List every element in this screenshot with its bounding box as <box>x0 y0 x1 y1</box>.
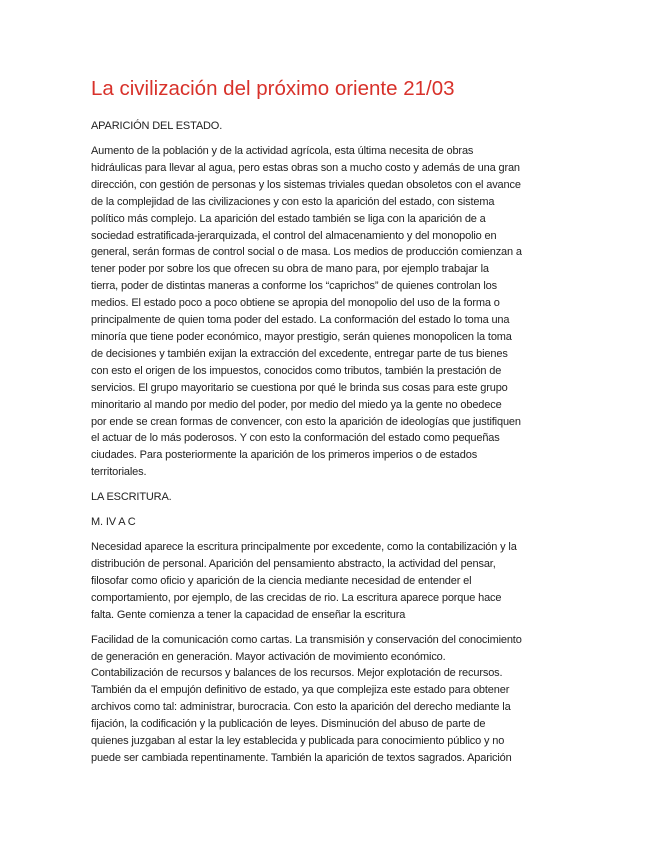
text-line: de la complejidad de las civilizaciones y con esto la aparición del estado, con sistema <box>91 195 495 208</box>
text-line: archivos como tal: administrar, burocracia. Con esto la aparición del derecho mediante la <box>91 701 511 714</box>
text-line: servicios. El grupo mayoritario se cuestiona por qué le brinda sus cosas para este grupo <box>91 381 508 394</box>
text-line: ciudades. Para posteriormente la aparición de los primeros imperios o de estados <box>91 449 478 462</box>
text-line: sociedad estratificada-jerarquizada, el control del almacenamiento y del monopolio en <box>91 229 497 242</box>
paragraph-escritura-necesidad <box>91 539 569 624</box>
text-line: de decisiones y también exijan la extracción del excedente, entregar parte de tus bienes <box>91 347 508 360</box>
text-line: distribución de personal. Aparición del pensamiento abstracto, la actividad del pensar, <box>91 558 496 571</box>
text-line: Necesidad aparece la escritura principalmente por excedente, como la contabilización y la <box>91 541 517 554</box>
paragraph-estado <box>91 143 569 481</box>
text-line: filosofar como oficio y aparición de la ciencia mediante necesidad de entender el <box>91 574 472 587</box>
text-line: También da el empujón definitivo de estado, ya que complejiza este estado para obtener <box>91 684 510 697</box>
text-line: principalmente de quien toma poder del estado. La conformación del estado lo toma una <box>91 314 510 327</box>
text-line: fijación, la codificación y la publicación de leyes. Disminución del abuso de parte de <box>91 718 486 731</box>
text-line: político más complejo. La aparición del estado también se liga con la aparición de a <box>91 212 486 225</box>
text-line: quienes juzgaban al estar la ley establecida y publicada para conocimiento público y no <box>91 735 505 748</box>
text-line: comportamiento, por ejemplo, de las crecidas de rio. La escritura aparece porque hace <box>91 591 502 604</box>
text-line: territoriales. <box>91 466 147 479</box>
section-subheading-date: M. IV A C <box>91 516 136 529</box>
document-content <box>91 74 569 775</box>
text-line: Aumento de la población y de la actividad agrícola, esta última necesita de obras <box>91 145 474 157</box>
text-line: dirección, con gestión de personas y los sistemas triviales quedan obsoletos con el avance <box>91 178 521 191</box>
text-line: minoritario al mando por medio del poder, por medio del miedo ya la gente no obedece <box>91 398 502 411</box>
text-line: falta. Gente comienza a tener la capacidad de enseñar la escritura <box>91 608 406 621</box>
text-line: con esto el origen de los impuestos, conocidos como tributos, también la prestación de <box>91 364 502 377</box>
text-line: general, serán formas de control social o de masa. Los medios de producción comienzan a <box>91 246 522 259</box>
text-line: puede ser cambiada repentinamente. También la aparición de textos sagrados. Aparición <box>91 752 512 764</box>
text-line: minoría que tiene poder económico, mayor prestigio, serán quienes monopolicen la toma <box>91 330 512 343</box>
section-heading-estado: APARICIÓN DEL ESTADO. <box>91 120 223 132</box>
text-line: tierra, poder de distintas maneras a conforme los “caprichos” de quienes controlan los <box>91 280 497 293</box>
paragraph-escritura-facilidad <box>91 632 569 767</box>
text-line: Contabilización de recursos y balances de los recursos. Mejor explotación de recursos. <box>91 667 503 680</box>
text-line: por ende se crean formas de convencer, con esto la aparición de ideologías que justifiquen <box>91 415 521 428</box>
text-line: tener poder por sobre los que ofrecen su obra de mano para, por ejemplo trabajar la <box>91 263 489 276</box>
text-line: medios. El estado poco a poco obtiene se apropia del monopolio del uso de la forma o <box>91 297 500 310</box>
text-line: el actuar de lo más poderosos. Y con esto la conformación del estado como pequeñas <box>91 432 500 445</box>
text-line: hidráulicas para llevar al agua, pero estas obras son a mucho costo y además de una gran <box>91 161 520 174</box>
section-heading-escritura: LA ESCRITURA. <box>91 491 172 504</box>
text-line: de generación en generación. Mayor activación de movimiento económico. <box>91 650 446 663</box>
text-line: Facilidad de la comunicación como cartas. La transmisión y conservación del conocimiento <box>91 633 522 646</box>
document-title: La civilización del próximo oriente 21/03 <box>91 77 455 100</box>
